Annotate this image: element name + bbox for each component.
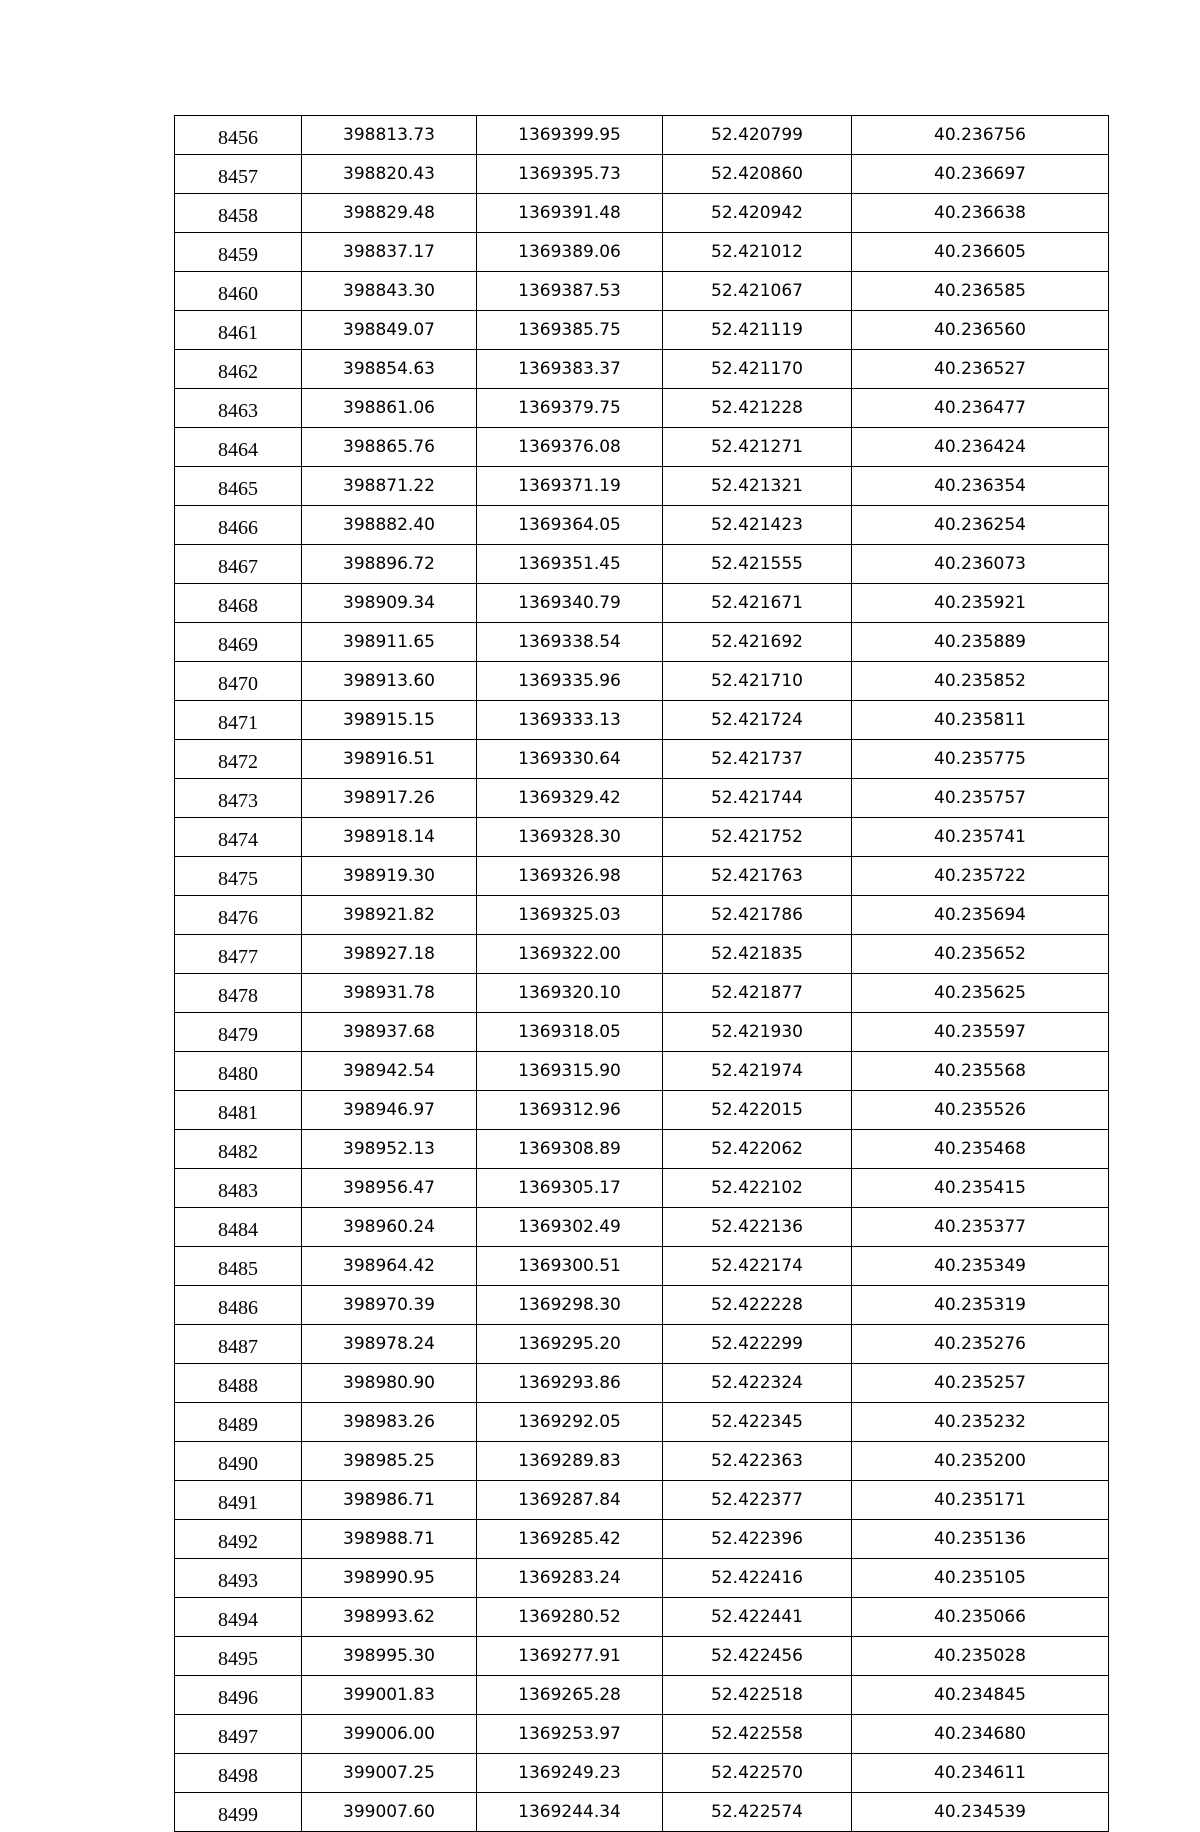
- latitude-cell: 40.234845: [852, 1676, 1109, 1715]
- table-row: [175, 623, 1109, 662]
- latitude-cell: 40.236756: [852, 116, 1109, 155]
- y-coordinate-cell: 1369312.96: [477, 1091, 663, 1130]
- latitude-cell: 40.236605: [852, 233, 1109, 272]
- point-number-cell: 8479: [175, 1013, 302, 1052]
- x-coordinate-cell: 398990.95: [302, 1559, 477, 1598]
- point-number-cell: 8499: [175, 1793, 302, 1832]
- x-coordinate-cell: 398909.34: [302, 584, 477, 623]
- table-row: [175, 1208, 1109, 1247]
- table-row: [175, 779, 1109, 818]
- y-coordinate-cell: 1369244.34: [477, 1793, 663, 1832]
- x-coordinate-cell: 398915.15: [302, 701, 477, 740]
- longitude-cell: 52.421974: [663, 1052, 852, 1091]
- longitude-cell: 52.421170: [663, 350, 852, 389]
- latitude-cell: 40.235468: [852, 1130, 1109, 1169]
- x-coordinate-cell: 398993.62: [302, 1598, 477, 1637]
- point-number-cell: 8482: [175, 1130, 302, 1169]
- point-number-cell: 8476: [175, 896, 302, 935]
- point-number-cell: 8493: [175, 1559, 302, 1598]
- longitude-cell: 52.421877: [663, 974, 852, 1013]
- table-row: [175, 1520, 1109, 1559]
- y-coordinate-cell: 1369298.30: [477, 1286, 663, 1325]
- table-row: [175, 1637, 1109, 1676]
- latitude-cell: 40.235597: [852, 1013, 1109, 1052]
- x-coordinate-cell: 398946.97: [302, 1091, 477, 1130]
- point-number-cell: 8459: [175, 233, 302, 272]
- x-coordinate-cell: 398942.54: [302, 1052, 477, 1091]
- x-coordinate-cell: 398911.65: [302, 623, 477, 662]
- table-row: [175, 740, 1109, 779]
- y-coordinate-cell: 1369329.42: [477, 779, 663, 818]
- longitude-cell: 52.421321: [663, 467, 852, 506]
- x-coordinate-cell: 398995.30: [302, 1637, 477, 1676]
- table-row: [175, 1286, 1109, 1325]
- x-coordinate-cell: 398964.42: [302, 1247, 477, 1286]
- y-coordinate-cell: 1369351.45: [477, 545, 663, 584]
- x-coordinate-cell: 398865.76: [302, 428, 477, 467]
- latitude-cell: 40.235257: [852, 1364, 1109, 1403]
- longitude-cell: 52.421744: [663, 779, 852, 818]
- latitude-cell: 40.236073: [852, 545, 1109, 584]
- y-coordinate-cell: 1369283.24: [477, 1559, 663, 1598]
- latitude-cell: 40.236477: [852, 389, 1109, 428]
- latitude-cell: 40.235757: [852, 779, 1109, 818]
- latitude-cell: 40.235066: [852, 1598, 1109, 1637]
- table-row: [175, 1793, 1109, 1832]
- latitude-cell: 40.236560: [852, 311, 1109, 350]
- table-row: [175, 1715, 1109, 1754]
- y-coordinate-cell: 1369300.51: [477, 1247, 663, 1286]
- longitude-cell: 52.422456: [663, 1637, 852, 1676]
- longitude-cell: 52.421271: [663, 428, 852, 467]
- point-number-cell: 8456: [175, 116, 302, 155]
- x-coordinate-cell: 398986.71: [302, 1481, 477, 1520]
- longitude-cell: 52.422324: [663, 1364, 852, 1403]
- point-number-cell: 8457: [175, 155, 302, 194]
- y-coordinate-cell: 1369399.95: [477, 116, 663, 155]
- latitude-cell: 40.235722: [852, 857, 1109, 896]
- table-row: [175, 389, 1109, 428]
- longitude-cell: 52.421710: [663, 662, 852, 701]
- x-coordinate-cell: 398882.40: [302, 506, 477, 545]
- latitude-cell: 40.235625: [852, 974, 1109, 1013]
- y-coordinate-cell: 1369340.79: [477, 584, 663, 623]
- latitude-cell: 40.235377: [852, 1208, 1109, 1247]
- longitude-cell: 52.422416: [663, 1559, 852, 1598]
- point-number-cell: 8485: [175, 1247, 302, 1286]
- table-row: [175, 896, 1109, 935]
- point-number-cell: 8462: [175, 350, 302, 389]
- x-coordinate-cell: 399007.25: [302, 1754, 477, 1793]
- x-coordinate-cell: 398871.22: [302, 467, 477, 506]
- latitude-cell: 40.236527: [852, 350, 1109, 389]
- longitude-cell: 52.422441: [663, 1598, 852, 1637]
- x-coordinate-cell: 399006.00: [302, 1715, 477, 1754]
- x-coordinate-cell: 398985.25: [302, 1442, 477, 1481]
- x-coordinate-cell: 398970.39: [302, 1286, 477, 1325]
- x-coordinate-cell: 398919.30: [302, 857, 477, 896]
- point-number-cell: 8489: [175, 1403, 302, 1442]
- table-row: [175, 116, 1109, 155]
- x-coordinate-cell: 398980.90: [302, 1364, 477, 1403]
- longitude-cell: 52.422574: [663, 1793, 852, 1832]
- latitude-cell: 40.236697: [852, 155, 1109, 194]
- y-coordinate-cell: 1369385.75: [477, 311, 663, 350]
- x-coordinate-cell: 398837.17: [302, 233, 477, 272]
- longitude-cell: 52.422299: [663, 1325, 852, 1364]
- latitude-cell: 40.235028: [852, 1637, 1109, 1676]
- x-coordinate-cell: 398978.24: [302, 1325, 477, 1364]
- latitude-cell: 40.235171: [852, 1481, 1109, 1520]
- longitude-cell: 52.421763: [663, 857, 852, 896]
- table-row: [175, 428, 1109, 467]
- latitude-cell: 40.236424: [852, 428, 1109, 467]
- point-number-cell: 8478: [175, 974, 302, 1013]
- longitude-cell: 52.421786: [663, 896, 852, 935]
- x-coordinate-cell: 398854.63: [302, 350, 477, 389]
- longitude-cell: 52.421423: [663, 506, 852, 545]
- point-number-cell: 8495: [175, 1637, 302, 1676]
- point-number-cell: 8484: [175, 1208, 302, 1247]
- longitude-cell: 52.422015: [663, 1091, 852, 1130]
- y-coordinate-cell: 1369249.23: [477, 1754, 663, 1793]
- table-row: [175, 857, 1109, 896]
- point-number-cell: 8464: [175, 428, 302, 467]
- x-coordinate-cell: 398861.06: [302, 389, 477, 428]
- latitude-cell: 40.235105: [852, 1559, 1109, 1598]
- point-number-cell: 8474: [175, 818, 302, 857]
- x-coordinate-cell: 398937.68: [302, 1013, 477, 1052]
- x-coordinate-cell: 398843.30: [302, 272, 477, 311]
- point-number-cell: 8494: [175, 1598, 302, 1637]
- y-coordinate-cell: 1369322.00: [477, 935, 663, 974]
- latitude-cell: 40.235921: [852, 584, 1109, 623]
- y-coordinate-cell: 1369338.54: [477, 623, 663, 662]
- y-coordinate-cell: 1369292.05: [477, 1403, 663, 1442]
- latitude-cell: 40.236254: [852, 506, 1109, 545]
- table-row: [175, 1481, 1109, 1520]
- point-number-cell: 8486: [175, 1286, 302, 1325]
- latitude-cell: 40.235652: [852, 935, 1109, 974]
- table-row: [175, 1598, 1109, 1637]
- table-row: [175, 1169, 1109, 1208]
- x-coordinate-cell: 398952.13: [302, 1130, 477, 1169]
- latitude-cell: 40.235415: [852, 1169, 1109, 1208]
- point-number-cell: 8480: [175, 1052, 302, 1091]
- longitude-cell: 52.422174: [663, 1247, 852, 1286]
- y-coordinate-cell: 1369318.05: [477, 1013, 663, 1052]
- point-number-cell: 8461: [175, 311, 302, 350]
- y-coordinate-cell: 1369395.73: [477, 155, 663, 194]
- table-row: [175, 272, 1109, 311]
- longitude-cell: 52.420860: [663, 155, 852, 194]
- x-coordinate-cell: 398916.51: [302, 740, 477, 779]
- table-row: [175, 1247, 1109, 1286]
- x-coordinate-cell: 398931.78: [302, 974, 477, 1013]
- point-number-cell: 8473: [175, 779, 302, 818]
- coordinate-table: [174, 115, 1109, 1832]
- latitude-cell: 40.235136: [852, 1520, 1109, 1559]
- y-coordinate-cell: 1369265.28: [477, 1676, 663, 1715]
- table-row: [175, 662, 1109, 701]
- longitude-cell: 52.422518: [663, 1676, 852, 1715]
- y-coordinate-cell: 1369315.90: [477, 1052, 663, 1091]
- point-number-cell: 8475: [175, 857, 302, 896]
- x-coordinate-cell: 399001.83: [302, 1676, 477, 1715]
- y-coordinate-cell: 1369328.30: [477, 818, 663, 857]
- latitude-cell: 40.236585: [852, 272, 1109, 311]
- table-row: [175, 545, 1109, 584]
- table-row: [175, 584, 1109, 623]
- x-coordinate-cell: 398813.73: [302, 116, 477, 155]
- table-row: [175, 1091, 1109, 1130]
- longitude-cell: 52.421692: [663, 623, 852, 662]
- y-coordinate-cell: 1369391.48: [477, 194, 663, 233]
- y-coordinate-cell: 1369289.83: [477, 1442, 663, 1481]
- point-number-cell: 8496: [175, 1676, 302, 1715]
- coordinate-table-body: [175, 116, 1109, 1832]
- latitude-cell: 40.235200: [852, 1442, 1109, 1481]
- latitude-cell: 40.235526: [852, 1091, 1109, 1130]
- point-number-cell: 8471: [175, 701, 302, 740]
- table-row: [175, 1325, 1109, 1364]
- x-coordinate-cell: 398988.71: [302, 1520, 477, 1559]
- latitude-cell: 40.236638: [852, 194, 1109, 233]
- point-number-cell: 8481: [175, 1091, 302, 1130]
- y-coordinate-cell: 1369302.49: [477, 1208, 663, 1247]
- x-coordinate-cell: 398820.43: [302, 155, 477, 194]
- x-coordinate-cell: 398956.47: [302, 1169, 477, 1208]
- x-coordinate-cell: 398849.07: [302, 311, 477, 350]
- longitude-cell: 52.421724: [663, 701, 852, 740]
- y-coordinate-cell: 1369253.97: [477, 1715, 663, 1754]
- table-row: [175, 155, 1109, 194]
- table-row: [175, 233, 1109, 272]
- point-number-cell: 8469: [175, 623, 302, 662]
- longitude-cell: 52.421835: [663, 935, 852, 974]
- table-row: [175, 194, 1109, 233]
- point-number-cell: 8483: [175, 1169, 302, 1208]
- table-row: [175, 974, 1109, 1013]
- table-row: [175, 1130, 1109, 1169]
- latitude-cell: 40.235811: [852, 701, 1109, 740]
- longitude-cell: 52.420799: [663, 116, 852, 155]
- longitude-cell: 52.422345: [663, 1403, 852, 1442]
- table-row: [175, 818, 1109, 857]
- longitude-cell: 52.421555: [663, 545, 852, 584]
- y-coordinate-cell: 1369371.19: [477, 467, 663, 506]
- y-coordinate-cell: 1369326.98: [477, 857, 663, 896]
- point-number-cell: 8466: [175, 506, 302, 545]
- longitude-cell: 52.422377: [663, 1481, 852, 1520]
- point-number-cell: 8491: [175, 1481, 302, 1520]
- latitude-cell: 40.235741: [852, 818, 1109, 857]
- point-number-cell: 8490: [175, 1442, 302, 1481]
- y-coordinate-cell: 1369280.52: [477, 1598, 663, 1637]
- table-row: [175, 311, 1109, 350]
- table-row: [175, 1442, 1109, 1481]
- y-coordinate-cell: 1369379.75: [477, 389, 663, 428]
- table-row: [175, 1559, 1109, 1598]
- y-coordinate-cell: 1369287.84: [477, 1481, 663, 1520]
- x-coordinate-cell: 399007.60: [302, 1793, 477, 1832]
- x-coordinate-cell: 398983.26: [302, 1403, 477, 1442]
- x-coordinate-cell: 398896.72: [302, 545, 477, 584]
- table-row: [175, 1754, 1109, 1793]
- latitude-cell: 40.235694: [852, 896, 1109, 935]
- x-coordinate-cell: 398829.48: [302, 194, 477, 233]
- point-number-cell: 8458: [175, 194, 302, 233]
- x-coordinate-cell: 398913.60: [302, 662, 477, 701]
- table-row: [175, 506, 1109, 545]
- point-number-cell: 8470: [175, 662, 302, 701]
- point-number-cell: 8488: [175, 1364, 302, 1403]
- table-row: [175, 935, 1109, 974]
- latitude-cell: 40.235852: [852, 662, 1109, 701]
- table-row: [175, 350, 1109, 389]
- table-row: [175, 467, 1109, 506]
- longitude-cell: 52.421930: [663, 1013, 852, 1052]
- longitude-cell: 52.421067: [663, 272, 852, 311]
- longitude-cell: 52.421228: [663, 389, 852, 428]
- table-row: [175, 1052, 1109, 1091]
- latitude-cell: 40.234611: [852, 1754, 1109, 1793]
- point-number-cell: 8467: [175, 545, 302, 584]
- latitude-cell: 40.234680: [852, 1715, 1109, 1754]
- longitude-cell: 52.422570: [663, 1754, 852, 1793]
- y-coordinate-cell: 1369330.64: [477, 740, 663, 779]
- y-coordinate-cell: 1369308.89: [477, 1130, 663, 1169]
- latitude-cell: 40.234539: [852, 1793, 1109, 1832]
- latitude-cell: 40.235775: [852, 740, 1109, 779]
- point-number-cell: 8497: [175, 1715, 302, 1754]
- y-coordinate-cell: 1369333.13: [477, 701, 663, 740]
- table-row: [175, 1364, 1109, 1403]
- longitude-cell: 52.421671: [663, 584, 852, 623]
- table-row: [175, 1013, 1109, 1052]
- longitude-cell: 52.421012: [663, 233, 852, 272]
- table-row: [175, 1403, 1109, 1442]
- point-number-cell: 8492: [175, 1520, 302, 1559]
- point-number-cell: 8460: [175, 272, 302, 311]
- y-coordinate-cell: 1369277.91: [477, 1637, 663, 1676]
- x-coordinate-cell: 398917.26: [302, 779, 477, 818]
- latitude-cell: 40.235319: [852, 1286, 1109, 1325]
- longitude-cell: 52.422228: [663, 1286, 852, 1325]
- y-coordinate-cell: 1369383.37: [477, 350, 663, 389]
- latitude-cell: 40.235276: [852, 1325, 1109, 1364]
- latitude-cell: 40.235889: [852, 623, 1109, 662]
- longitude-cell: 52.422102: [663, 1169, 852, 1208]
- point-number-cell: 8468: [175, 584, 302, 623]
- y-coordinate-cell: 1369389.06: [477, 233, 663, 272]
- latitude-cell: 40.235232: [852, 1403, 1109, 1442]
- y-coordinate-cell: 1369364.05: [477, 506, 663, 545]
- latitude-cell: 40.236354: [852, 467, 1109, 506]
- latitude-cell: 40.235568: [852, 1052, 1109, 1091]
- longitude-cell: 52.422558: [663, 1715, 852, 1754]
- longitude-cell: 52.422062: [663, 1130, 852, 1169]
- point-number-cell: 8477: [175, 935, 302, 974]
- table-row: [175, 701, 1109, 740]
- point-number-cell: 8463: [175, 389, 302, 428]
- x-coordinate-cell: 398918.14: [302, 818, 477, 857]
- x-coordinate-cell: 398921.82: [302, 896, 477, 935]
- longitude-cell: 52.421752: [663, 818, 852, 857]
- longitude-cell: 52.422363: [663, 1442, 852, 1481]
- y-coordinate-cell: 1369293.86: [477, 1364, 663, 1403]
- y-coordinate-cell: 1369305.17: [477, 1169, 663, 1208]
- table-row: [175, 1676, 1109, 1715]
- point-number-cell: 8472: [175, 740, 302, 779]
- longitude-cell: 52.422136: [663, 1208, 852, 1247]
- longitude-cell: 52.420942: [663, 194, 852, 233]
- y-coordinate-cell: 1369387.53: [477, 272, 663, 311]
- longitude-cell: 52.422396: [663, 1520, 852, 1559]
- longitude-cell: 52.421119: [663, 311, 852, 350]
- y-coordinate-cell: 1369376.08: [477, 428, 663, 467]
- x-coordinate-cell: 398927.18: [302, 935, 477, 974]
- y-coordinate-cell: 1369325.03: [477, 896, 663, 935]
- longitude-cell: 52.421737: [663, 740, 852, 779]
- point-number-cell: 8465: [175, 467, 302, 506]
- latitude-cell: 40.235349: [852, 1247, 1109, 1286]
- point-number-cell: 8487: [175, 1325, 302, 1364]
- point-number-cell: 8498: [175, 1754, 302, 1793]
- x-coordinate-cell: 398960.24: [302, 1208, 477, 1247]
- y-coordinate-cell: 1369285.42: [477, 1520, 663, 1559]
- y-coordinate-cell: 1369320.10: [477, 974, 663, 1013]
- y-coordinate-cell: 1369295.20: [477, 1325, 663, 1364]
- y-coordinate-cell: 1369335.96: [477, 662, 663, 701]
